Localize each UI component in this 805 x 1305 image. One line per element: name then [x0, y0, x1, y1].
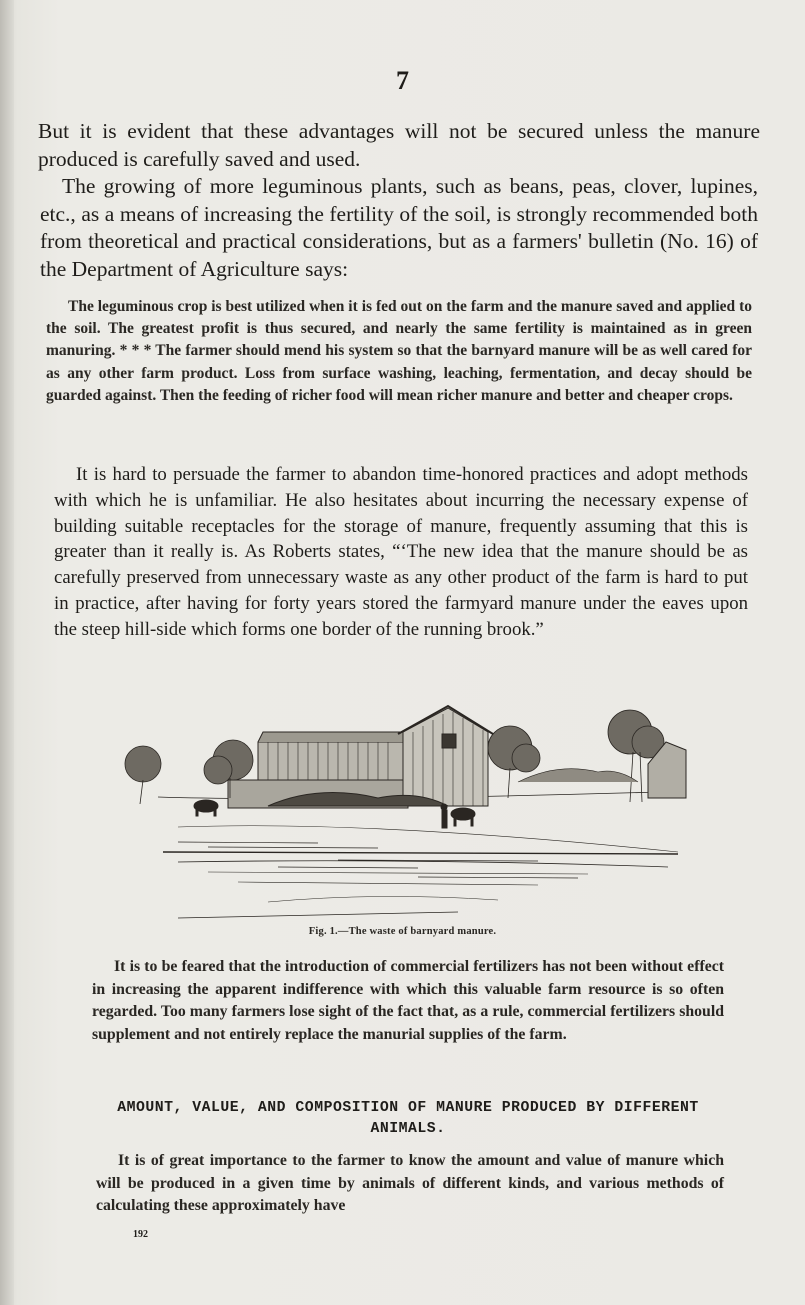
footer-page-number: 192	[133, 1229, 148, 1240]
paragraph-amount-value: It is of great importance to the farmer to know the amount and value of manure which will be produced in a given time by animals of different kinds, and various methods of calculating these approximately have	[96, 1152, 724, 1214]
block-quote-bulletin: The leguminous crop is best utilized when it is fed out on the farm and the manure saved and applied to the soil. The greatest profit is thus secured, and nearly the same fertility is maintained as in green manuring. * * * The farmer should mend his system so that the barnyard manure will be as well cared for as any other farm product. Loss from surface washing, leaching, fermentation, and decay should be guarded against. Then the feeding of richer food will mean richer manure and better and cheaper crops.	[46, 298, 752, 404]
page-number: 7	[396, 66, 409, 95]
section-heading: AMOUNT, VALUE, AND COMPOSITION OF MANURE PRODUCED BY DIFFERENT ANIMALS.	[117, 1100, 699, 1137]
paragraph-leguminous-plants: The growing of more leguminous plants, such as beans, peas, clover, lupines, etc., as a means of increasing the fertility of the soil, is strongly recommended both from theoretical and practical considerations, but as a farmers' bulletin (No. 16) of the Department of Agriculture says:	[40, 174, 758, 281]
barn-engraving-image	[118, 702, 690, 924]
page-spine-shadow	[0, 0, 14, 1305]
figure-caption: Fig. 1.—The waste of barnyard manure.	[308, 926, 497, 937]
barnyard-illustration	[118, 702, 690, 924]
paragraph-persuade-farmer: It is hard to persuade the farmer to abandon time-honored practices and adopt methods with which he is unfamiliar. He also hesitates about incurring the necessary expense of building suitable receptacles for the storage of manure, frequently assuming that this is greater than it really is. As Roberts states, “‘The new idea that the manure should be as carefully preserved from unnecessary waste as any other product of the farm is hard to put in practice, after having for forty years stored the farmyard manure under the eaves upon the steep hill-side which forms one border of the running brook.”	[54, 464, 748, 640]
paragraph-commercial-fertilizers: It is to be feared that the introduction of commercial fertilizers has not been without effect in increasing the apparent indifference with which this valuable farm resource is so often regarded. Too many farmers lose sight of the fact that, as a rule, commercial fertilizers should supplement and not entirely replace the manurial supplies of the farm.	[92, 958, 724, 1043]
paragraph-advantages: But it is evident that these advantages will not be secured unless the manure produced is carefully saved and used.	[38, 119, 760, 171]
